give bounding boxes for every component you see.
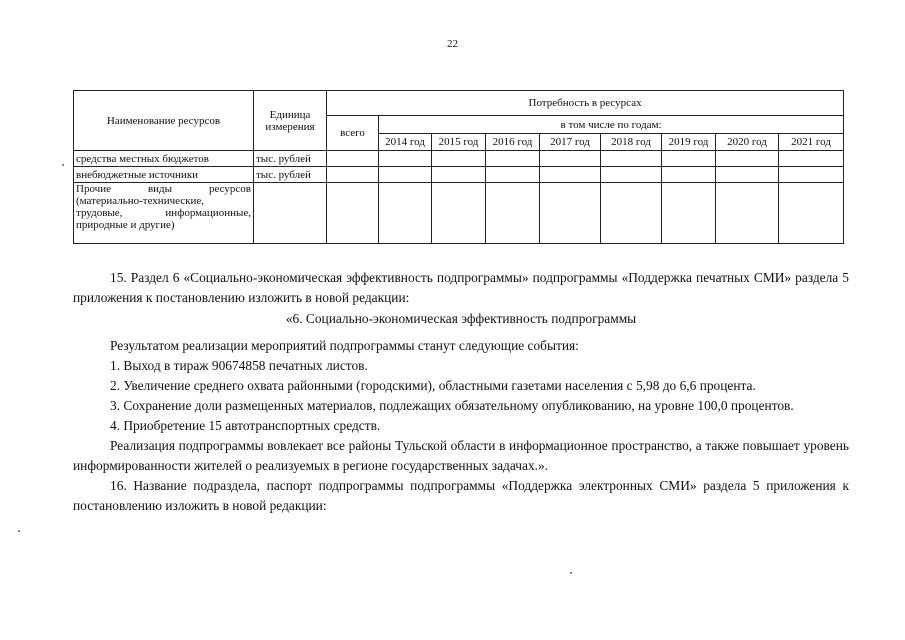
result-item-1: 1. Выход в тираж 90674858 печатных листов. — [110, 358, 368, 373]
scan-speck — [570, 572, 572, 574]
resources-table — [73, 90, 844, 244]
section-title: «6. Социально-экономическая эффективность подпрограммы — [285, 311, 637, 326]
scan-speck — [62, 164, 64, 166]
header-year: 2021 год — [779, 134, 844, 151]
row-unit: тыс. рублей — [254, 151, 327, 167]
row-unit — [254, 183, 327, 244]
cell-empty — [379, 151, 432, 167]
result-item-4: 4. Приобретение 15 автотранспортных средств. — [110, 418, 381, 433]
cell-empty — [379, 167, 432, 183]
header-unit: Единица измерения — [254, 91, 327, 151]
cell-empty — [486, 183, 540, 244]
header-total: всего — [327, 116, 379, 151]
row-name: внебюджетные источники — [74, 167, 254, 183]
row-name: средства местных бюджетов — [74, 151, 254, 167]
cell-empty — [540, 151, 601, 167]
page-number: 22 — [447, 38, 458, 50]
header-year: 2020 год — [716, 134, 779, 151]
cell-empty — [601, 167, 662, 183]
document-body — [73, 268, 849, 516]
cell-empty — [662, 183, 716, 244]
header-year: 2017 год — [540, 134, 601, 151]
cell-empty — [662, 151, 716, 167]
header-year: 2014 год — [379, 134, 432, 151]
header-year: 2015 год — [432, 134, 486, 151]
cell-empty — [662, 167, 716, 183]
row-name: Прочие виды ресурсов (материально-технические, трудовые, информационные, природные и другие) — [74, 183, 254, 244]
table-row — [74, 167, 844, 183]
cell-empty — [779, 183, 844, 244]
paragraph-16: 16. Название подраздела, паспорт подпрограммы подпрограммы «Поддержка электронных СМИ» раздела 5 приложения к постановлению изложить в новой редакции: — [73, 478, 849, 513]
cell-empty — [486, 167, 540, 183]
cell-empty — [432, 167, 486, 183]
scan-speck — [18, 530, 20, 532]
header-resource-name: Наименование ресурсов — [74, 91, 254, 151]
cell-empty — [540, 167, 601, 183]
cell-empty — [486, 151, 540, 167]
header-year: 2018 год — [601, 134, 662, 151]
result-item-2: 2. Увеличение среднего охвата районными (городскими), областными газетами населения с 5,98 до 6,6 процента. — [110, 378, 756, 393]
header-need: Потребность в ресурсах — [327, 91, 844, 116]
cell-empty — [327, 167, 379, 183]
cell-empty — [716, 183, 779, 244]
paragraph-15: 15. Раздел 6 «Социально-экономическая эффективность подпрограммы» подпрограммы «Поддержка печатных СМИ» раздела 5 приложения к постановлению изложить в новой редакции: — [73, 270, 849, 305]
cell-empty — [716, 167, 779, 183]
cell-empty — [432, 151, 486, 167]
cell-empty — [779, 167, 844, 183]
cell-empty — [432, 183, 486, 244]
table-row — [74, 151, 844, 167]
header-by-years: в том числе по годам: — [379, 116, 844, 134]
result-item-3: 3. Сохранение доли размещенных материалов, подлежащих обязательному опубликованию, на уровне 100,0 процентов. — [110, 398, 794, 413]
header-year: 2016 год — [486, 134, 540, 151]
cell-empty — [601, 151, 662, 167]
table-row — [74, 183, 844, 244]
cell-empty — [327, 183, 379, 244]
cell-empty — [540, 183, 601, 244]
cell-empty — [379, 183, 432, 244]
cell-empty — [601, 183, 662, 244]
cell-empty — [779, 151, 844, 167]
summary-paragraph: Реализация подпрограммы вовлекает все районы Тульской области в информационное пространство, а также повышает уровень информированности жителей о реализуемых в регионе государственных задачах.». — [73, 438, 849, 473]
results-intro: Результатом реализации мероприятий подпрограммы станут следующие события: — [110, 338, 579, 353]
cell-empty — [716, 151, 779, 167]
row-unit: тыс. рублей — [254, 167, 327, 183]
header-year: 2019 год — [662, 134, 716, 151]
cell-empty — [327, 151, 379, 167]
